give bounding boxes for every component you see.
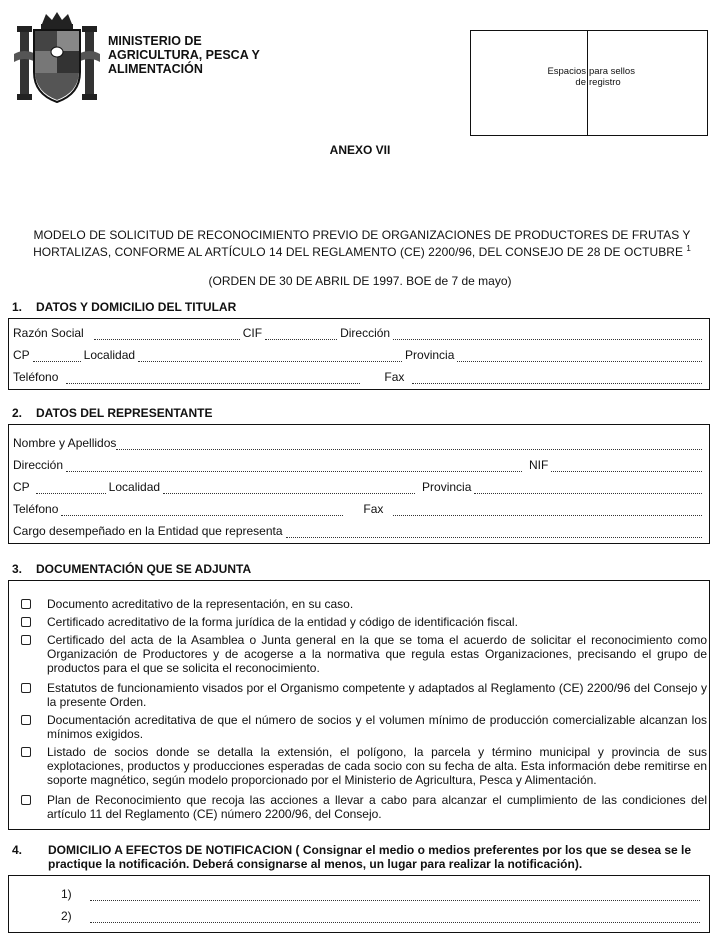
section-2-heading [12, 406, 212, 420]
razon-social-field[interactable] [94, 329, 240, 340]
section-number: 4. [12, 843, 23, 857]
section-title: DOMICILIO A EFECTOS DE NOTIFICACION ( Consignar el medio o medios preferentes por los que se desea se le [48, 843, 692, 857]
nombre-label: Nombre y Apellidos [13, 436, 117, 450]
cp-field[interactable] [33, 351, 81, 362]
provincia-field[interactable] [457, 351, 702, 362]
form-row [13, 523, 705, 538]
rep-localidad-field[interactable] [163, 483, 415, 494]
document-text: Plan de Reconocimiento que recoja las acciones a llevar a cabo para alcanzar el cumplimiento de las condiciones del artículo 11 del Reglamento (CE) número 2200/96, del Consejo. [47, 793, 707, 821]
section-1-heading [12, 300, 236, 314]
section-number: 2. [12, 406, 23, 420]
section-4-heading [12, 843, 712, 871]
registry-stamp-box [470, 30, 708, 136]
fax-field[interactable] [412, 373, 702, 384]
direccion-label: Dirección [340, 326, 391, 340]
document-item [21, 713, 707, 741]
form-row [13, 369, 705, 384]
nombre-field[interactable] [116, 439, 702, 450]
document-text: Estatutos de funcionamiento visados por el Organismo competente y adaptados al Reglamento (CE) 2200/96 del Consejo y la presente Orden. [47, 681, 707, 709]
ministry-line: ALIMENTACIÓN [108, 62, 203, 76]
ministry-name [108, 34, 260, 76]
cif-label: CIF [242, 326, 263, 340]
rep-telefono-label: Teléfono [13, 502, 59, 516]
section-title: DOCUMENTACIÓN QUE SE ADJUNTA [36, 562, 252, 576]
direccion-field[interactable] [393, 329, 702, 340]
cp-label: CP [13, 348, 30, 362]
entry-number: 1) [61, 887, 72, 901]
annex-heading: ANEXO VII [329, 143, 391, 157]
section-4-title-line: practique la notificación. Deberá consignarse al menos, un lugar para realizar la notificación). [48, 857, 583, 871]
form-row [13, 325, 705, 340]
document-checkbox[interactable] [21, 617, 31, 627]
localidad-label: Localidad [83, 348, 136, 362]
title-line [12, 242, 712, 259]
section-4-box [8, 875, 710, 933]
rep-telefono-field[interactable] [61, 505, 343, 516]
form-row [13, 501, 705, 516]
section-2-box [8, 424, 710, 544]
notification-row [61, 908, 703, 923]
ministry-line: AGRICULTURA, PESCA Y [108, 48, 260, 62]
footnote-marker: 1 [686, 244, 691, 253]
document-checkbox[interactable] [21, 683, 31, 693]
rep-direccion-label: Dirección [13, 458, 64, 472]
section-number: 3. [12, 562, 23, 576]
stamp-text: registro [589, 77, 621, 88]
provincia-label: Provincia [405, 348, 455, 362]
ministry-line: MINISTERIO DE [108, 34, 202, 48]
stamp-divider [587, 31, 588, 135]
section-number: 1. [12, 300, 23, 314]
document-item [21, 681, 707, 709]
document-text: Documentación acreditativa de que el número de socios y el volumen mínimo de producción comercializable alcanzan los mínimos exigidos. [47, 713, 707, 741]
order-reference: (ORDEN DE 30 DE ABRIL DE 1997. BOE de 7 de mayo) [208, 274, 512, 288]
document-checkbox[interactable] [21, 715, 31, 725]
title-line: MODELO DE SOLICITUD DE RECONOCIMIENTO PREVIO DE ORGANIZACIONES DE PRODUCTORES DE FRUTAS Y [33, 228, 691, 242]
telefono-label: Teléfono [13, 370, 59, 384]
razon-social-label: Razón Social [13, 326, 84, 340]
notification-field-2[interactable] [90, 912, 700, 923]
notification-row [61, 886, 703, 901]
localidad-field[interactable] [138, 351, 402, 362]
document-item [21, 615, 707, 629]
document-item [21, 745, 707, 787]
form-title [12, 228, 712, 259]
document-checkbox[interactable] [21, 747, 31, 757]
stamp-text: Espacios [547, 66, 586, 77]
entry-number: 2) [61, 909, 72, 923]
document-item [21, 793, 707, 821]
cif-field[interactable] [265, 329, 337, 340]
nif-field[interactable] [551, 461, 702, 472]
document-checkbox[interactable] [21, 599, 31, 609]
form-row [13, 347, 705, 362]
document-text: Certificado acreditativo de la forma jurídica de la entidad y código de identificación fiscal. [47, 615, 518, 629]
cargo-field[interactable] [286, 527, 702, 538]
section-1-box [8, 318, 710, 390]
document-text: Listado de socios donde se detalla la extensión, el polígono, la parcela y término municipal y provincia de sus explotaciones, productos y producciones esperadas de cada socio con su fecha de alta. Esta información debe remitirse en soporte magnético, según modelo proporcionado por el Ministerio de Agricultura, Pesca y Alimentación. [47, 745, 707, 787]
stamp-label-left [471, 66, 587, 88]
section-title: DATOS DEL REPRESENTANTE [36, 406, 213, 420]
cargo-label: Cargo desempeñado en la Entidad que representa [13, 524, 283, 538]
stamp-text: de [575, 77, 586, 88]
document-text: Documento acreditativo de la representación, en su caso. [47, 597, 354, 611]
section-4-title-line [12, 843, 712, 857]
rep-fax-label: Fax [363, 502, 384, 516]
document-text: Certificado del acta de la Asamblea o Junta general en la que se toma el acuerdo de solicitar el reconocimiento como Organización de Productores y de acogerse a la normativa que regula estas Organizaciones, precisando el grupo de productos para el que se solicita el reconocimiento. [47, 633, 707, 675]
document-checkbox[interactable] [21, 795, 31, 805]
section-3-box [8, 580, 710, 830]
nif-label: NIF [529, 458, 549, 472]
rep-localidad-label: Localidad [108, 480, 161, 494]
rep-cp-field[interactable] [36, 483, 106, 494]
section-3-heading [12, 562, 251, 576]
document-item [21, 633, 707, 675]
document-item [21, 597, 707, 611]
document-checkbox[interactable] [21, 635, 31, 645]
section-title: DATOS Y DOMICILIO DEL TITULAR [36, 300, 237, 314]
title-line-text: HORTALIZAS, CONFORME AL ARTÍCULO 14 DEL REGLAMENTO (CE) 2200/96, DEL CONSEJO DE 28 DE OCTUBRE [33, 245, 684, 259]
telefono-field[interactable] [66, 373, 360, 384]
rep-provincia-label: Provincia [422, 480, 472, 494]
form-row [13, 435, 705, 450]
fax-label: Fax [384, 370, 405, 384]
rep-fax-field[interactable] [393, 505, 702, 516]
form-row [13, 457, 705, 472]
stamp-text: para sellos [589, 66, 635, 77]
rep-direccion-field[interactable] [66, 461, 522, 472]
stamp-label-right [589, 66, 707, 88]
notification-field-1[interactable] [90, 890, 700, 901]
rep-provincia-field[interactable] [474, 483, 702, 494]
coat-of-arms-icon [12, 10, 102, 108]
rep-cp-label: CP [13, 480, 30, 494]
form-row [13, 479, 705, 494]
